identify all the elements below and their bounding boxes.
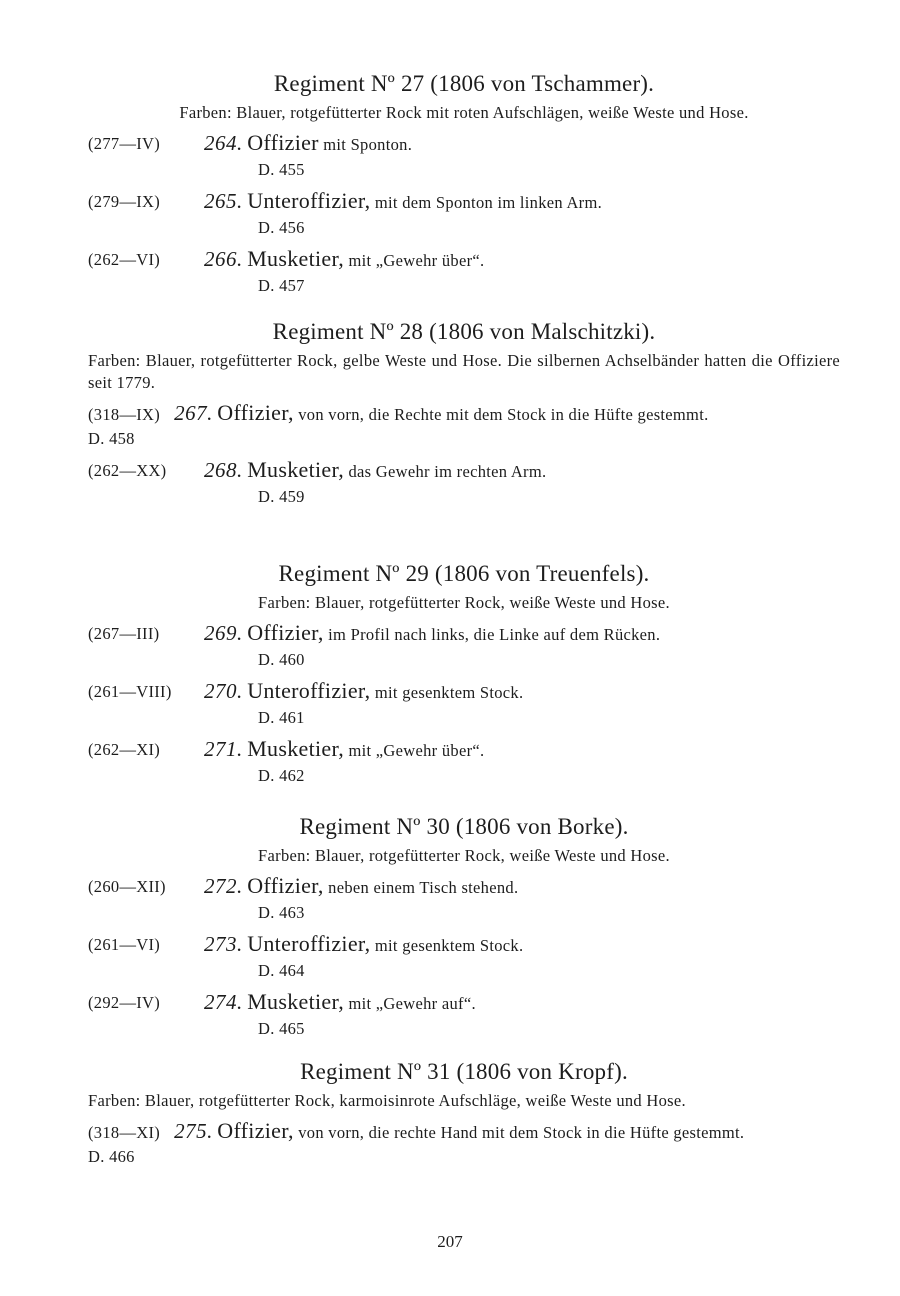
- entry-reference: (318—XI): [88, 1123, 161, 1142]
- entry-role: Offizier: [247, 130, 319, 155]
- entry-description: mit „Gewehr über“.: [348, 251, 485, 270]
- entry-role: Offizier,: [217, 400, 294, 425]
- entry-number: 275.: [174, 1119, 213, 1143]
- catalog-entry: [88, 678, 840, 730]
- entry-number: 274.: [204, 990, 243, 1014]
- entry-number: 269.: [204, 621, 243, 645]
- entry-d-number: D. 456: [258, 218, 305, 237]
- catalog-entry: [88, 989, 840, 1041]
- entry-d-number: D. 458: [88, 429, 135, 448]
- entry-d-number: D. 466: [88, 1147, 135, 1166]
- catalog-entry: [88, 400, 840, 451]
- entry-number: 264.: [204, 131, 243, 155]
- entry-role: Musketier,: [247, 457, 345, 482]
- entry-reference: (277—IV): [88, 134, 161, 153]
- catalog-entry: [88, 931, 840, 983]
- entry-description: im Profil nach links, die Linke auf dem Rücken.: [328, 625, 661, 644]
- entry-d-number: D. 462: [258, 766, 305, 785]
- entry-description: das Gewehr im rechten Arm.: [348, 462, 547, 481]
- entry-reference: (262—VI): [88, 250, 161, 269]
- entry-reference: (260—XII): [88, 877, 166, 896]
- entry-description: mit dem Sponton im linken Arm.: [374, 193, 603, 212]
- entry-reference: (292—IV): [88, 993, 161, 1012]
- entry-number: 271.: [204, 737, 243, 761]
- entry-number: 265.: [204, 189, 243, 213]
- entry-reference: (318—IX): [88, 405, 161, 424]
- entry-d-number: D. 459: [258, 487, 305, 506]
- regiment-title: Regiment Nº 30 (1806 von Borke).: [299, 814, 629, 839]
- entry-number: 270.: [204, 679, 243, 703]
- entry-description: mit „Gewehr über“.: [348, 741, 485, 760]
- regiment-title: Regiment Nº 31 (1806 von Kropf).: [300, 1059, 628, 1084]
- catalog-entry: [88, 620, 840, 672]
- catalog-entry: [88, 873, 840, 925]
- entry-reference: (267—III): [88, 624, 160, 643]
- regiment-section: [88, 560, 840, 788]
- entry-description: neben einem Tisch stehend.: [328, 878, 519, 897]
- catalog-entry: [88, 130, 840, 182]
- regiment-section: [88, 70, 840, 298]
- catalog-entry: [88, 736, 840, 788]
- entry-role: Musketier,: [247, 736, 345, 761]
- entry-role: Unteroffizier,: [247, 931, 371, 956]
- regiment-colors: Farben: Blauer, rotgefütterter Rock, karmoisinrote Aufschläge, weiße Weste und Hose.: [88, 1091, 686, 1110]
- entry-description: mit gesenktem Stock.: [374, 683, 524, 702]
- entry-role: Musketier,: [247, 989, 345, 1014]
- entry-description: von vorn, die rechte Hand mit dem Stock in die Hüfte gestemmt.: [298, 1123, 745, 1142]
- regiment-colors: Farben: Blauer, rotgefütterter Rock, weiße Weste und Hose.: [258, 593, 670, 612]
- entry-number: 268.: [204, 458, 243, 482]
- page-number: 207: [437, 1232, 463, 1251]
- entry-description: von vorn, die Rechte mit dem Stock in die Hüfte gestemmt.: [298, 405, 709, 424]
- entry-number: 273.: [204, 932, 243, 956]
- entry-number: 267.: [174, 401, 213, 425]
- entry-d-number: D. 464: [258, 961, 305, 980]
- catalog-entry: [88, 188, 840, 240]
- entry-role: Musketier,: [247, 246, 345, 271]
- catalog-entry: [88, 1118, 840, 1169]
- entry-reference: (262—XI): [88, 740, 161, 759]
- entry-description: mit „Gewehr auf“.: [348, 994, 476, 1013]
- entry-role: Offizier,: [247, 620, 324, 645]
- entry-d-number: D. 465: [258, 1019, 305, 1038]
- regiment-colors: Farben: Blauer, rotgefütterter Rock mit roten Aufschlägen, weiße Weste und Hose.: [179, 103, 749, 122]
- entry-d-number: D. 461: [258, 708, 305, 727]
- catalog-entry: [88, 246, 840, 298]
- entry-d-number: D. 455: [258, 160, 305, 179]
- entry-description: mit Sponton.: [323, 135, 413, 154]
- regiment-colors: Farben: Blauer, rotgefütterter Rock, weiße Weste und Hose.: [258, 846, 670, 865]
- regiment-title: Regiment Nº 28 (1806 von Malschitzki).: [272, 319, 656, 344]
- entry-reference: (279—IX): [88, 192, 161, 211]
- entry-role: Unteroffizier,: [247, 188, 371, 213]
- entry-d-number: D. 460: [258, 650, 305, 669]
- entry-reference: (261—VI): [88, 935, 161, 954]
- entry-number: 266.: [204, 247, 243, 271]
- entry-number: 272.: [204, 874, 243, 898]
- regiment-section: [88, 1058, 840, 1169]
- regiment-colors: Farben: Blauer, rotgefütterter Rock, gelbe Weste und Hose. Die silbernen Achselbänder hatten die Offiziere seit 1779.: [88, 351, 840, 392]
- regiment-title: Regiment Nº 29 (1806 von Treuenfels).: [278, 561, 650, 586]
- entry-d-number: D. 463: [258, 903, 305, 922]
- entry-reference: (262—XX): [88, 461, 167, 480]
- entry-role: Offizier,: [217, 1118, 294, 1143]
- regiment-section: [88, 318, 840, 509]
- catalog-entry: [88, 457, 840, 509]
- entry-role: Unteroffizier,: [247, 678, 371, 703]
- regiment-title: Regiment Nº 27 (1806 von Tschammer).: [273, 71, 655, 96]
- entry-d-number: D. 457: [258, 276, 305, 295]
- entry-description: mit gesenktem Stock.: [374, 936, 524, 955]
- regiment-section: [88, 813, 840, 1041]
- entry-reference: (261—VIII): [88, 682, 172, 701]
- entry-role: Offizier,: [247, 873, 324, 898]
